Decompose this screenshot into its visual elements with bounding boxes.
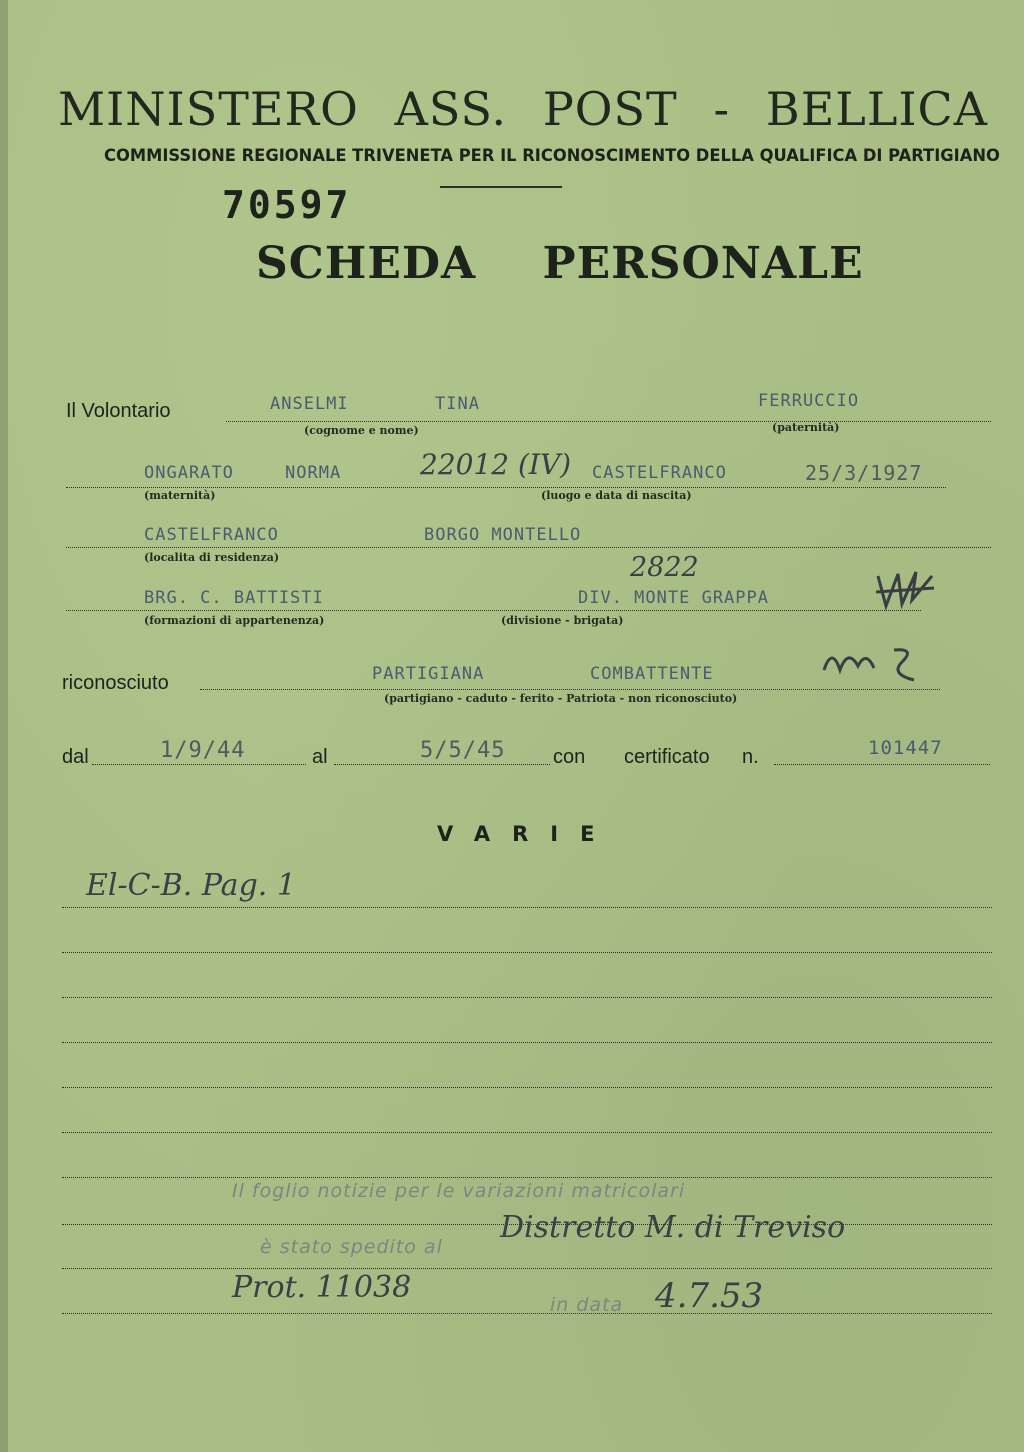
document-number: 70597 [222,183,352,227]
n-label: n. [742,746,759,768]
date-handwritten: 4.7.53 [655,1276,764,1316]
protocol-handwritten: Prot. 11038 [232,1270,412,1305]
division-value: DIV. MONTE GRAPPA [578,588,769,608]
volontario-label: Il Volontario [66,400,171,422]
ministry-word: MINISTERO [58,82,359,136]
ministry-word: - [713,82,731,136]
maternita-caption: (maternità) [144,489,216,502]
date-from-value: 1/9/44 [160,738,246,763]
scribble-mark [818,640,928,686]
certificato-label: certificato [624,746,710,768]
handwritten-code: 22012 (IV) [420,448,572,481]
residence-town-value: CASTELFRANCO [144,525,279,545]
paternita-caption: (paternità) [772,421,840,434]
residenza-line [66,547,991,548]
cognome-nome-caption: (cognome e nome) [304,424,419,437]
riconosciuto-line [200,689,940,690]
scribble-mark [872,566,938,612]
luogo-data-nascita-caption: (luogo e data di nascita) [541,489,692,502]
father-value: FERRUCCIO [758,391,860,411]
con-label: con [553,746,586,768]
sheet-title: SCHEDA PERSONALE [256,238,864,289]
formazioni-line [66,610,921,611]
dal-line [92,764,306,765]
ministry-heading [58,82,988,136]
ministry-word: ASS. [394,82,508,136]
recognition-1-value: PARTIGIANA [372,664,485,684]
formazioni-caption: (formazioni di appartenenza) [144,614,325,627]
varie-line [62,1177,992,1178]
varie-note-1: El-C-B. Pag. 1 [86,868,296,903]
birth-place-value: CASTELFRANCO [592,463,727,483]
stamp-line-1: Il foglio notizie per le variazioni matricolari [232,1180,686,1202]
varie-line [62,952,992,953]
dal-label: dal [62,746,89,768]
commission-subheading: COMMISSIONE REGIONALE TRIVENETA PER IL RICONOSCIMENTO DELLA QUALIFICA DI PARTIGIANO [104,146,1000,166]
header-rule [440,186,562,188]
residenza-caption: (localita di residenza) [144,551,280,564]
al-label: al [312,746,328,768]
certificate-number-value: 101447 [868,737,943,759]
recognition-2-value: COMBATTENTE [590,664,714,684]
residence-area-value: BORGO MONTELLO [424,525,582,545]
al-line [334,764,550,765]
maternita-line [66,487,946,488]
date-to-value: 5/5/45 [420,738,506,763]
varie-line [62,1087,992,1088]
riconosciuto-label: riconosciuto [62,672,169,694]
mother-name-value: NORMA [285,463,342,483]
varie-heading: VARIE [437,822,617,846]
mother-surname-value: ONGARATO [144,463,234,483]
varie-line [62,1313,992,1314]
birth-date-value: 25/3/1927 [805,461,923,485]
formation-value: BRG. C. BATTISTI [144,588,324,608]
ministry-word: POST [542,82,678,136]
certificato-line [774,764,990,765]
name-value: TINA [435,394,480,414]
varie-line [62,907,992,908]
varie-line [62,1268,992,1269]
status-options-caption: (partigiano - caduto - ferito - Patriota - non riconosciuto) [384,692,738,705]
divisione-caption: (divisione - brigata) [501,614,624,627]
stamp-line-2: è stato spedito al [260,1236,443,1258]
ministry-word: BELLICA [765,82,988,136]
varie-line [62,997,992,998]
stamp-line-3: in data [550,1294,624,1316]
sent-to-handwritten: Distretto M. di Treviso [500,1210,846,1245]
varie-line [62,1132,992,1133]
card-edge-shadow [0,0,8,1452]
volontario-line [226,421,991,422]
handwritten-number: 2822 [630,552,699,583]
surname-value: ANSELMI [270,394,349,414]
varie-line [62,1042,992,1043]
